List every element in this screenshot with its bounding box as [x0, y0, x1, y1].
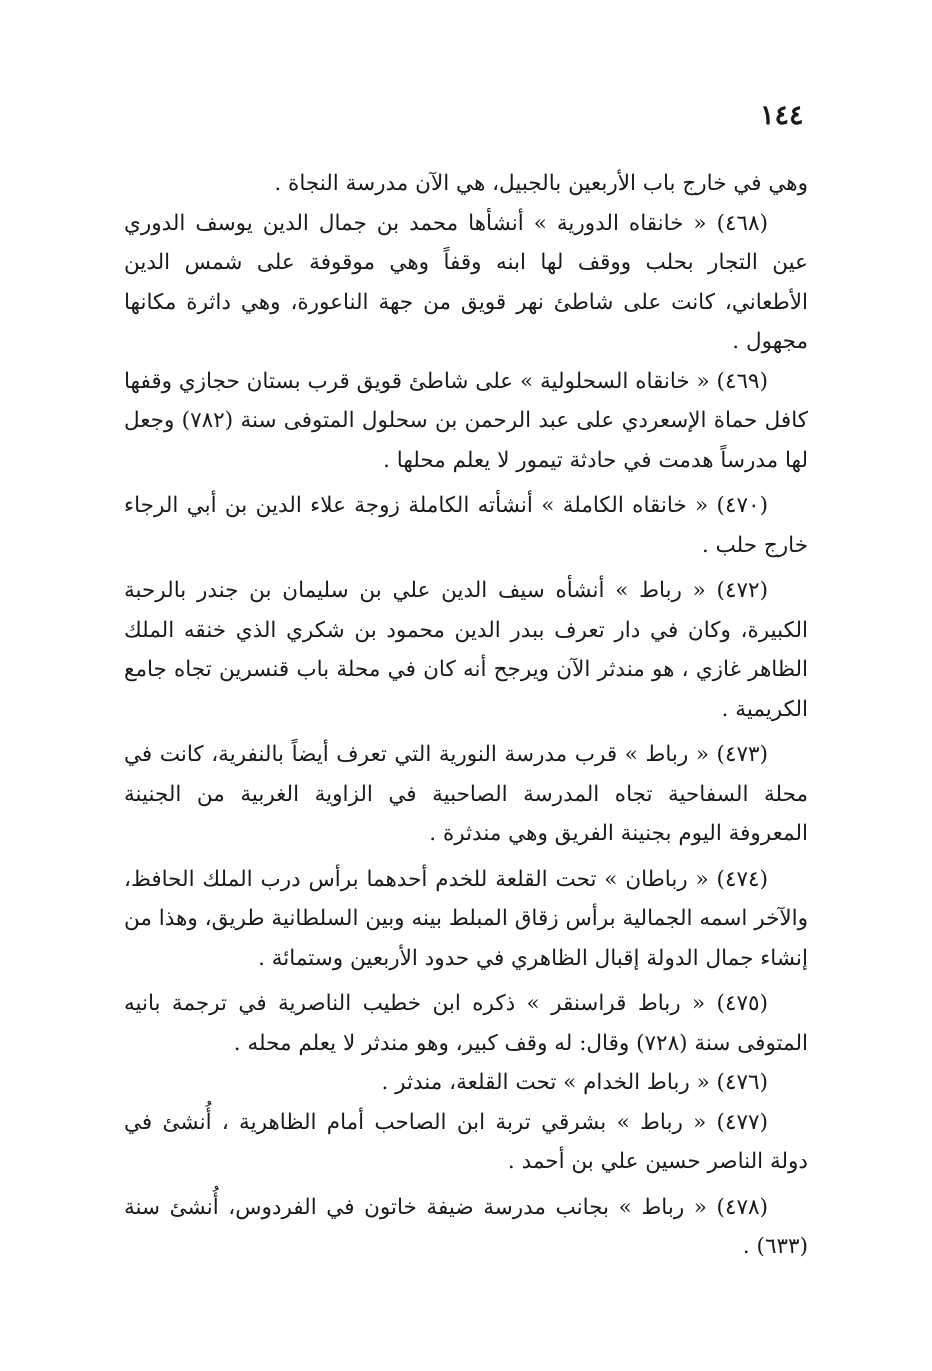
paragraph-entry-474: (٤٧٤) « رباطان » تحت القلعة للخدم أحدهما برأس درب الملك الحافظ، والآخر اسمه الجمالية برأس زقاق المبلط بينه وبين السلطانية طريق، وهذا من إنشاء جمال الدولة إقبال الظاهري في حدود الأربعين وستمائة .: [124, 866, 808, 971]
page-number: ١٤٤: [760, 100, 804, 131]
paragraph-entry-478: (٤٧٨) « رباط » بجانب مدرسة ضيفة خاتون في الفردوس، أُنشئ سنة (٦٣٣) .: [124, 1194, 808, 1259]
paragraph-entry-473: (٤٧٣) « رباط » قرب مدرسة النورية التي تعرف أيضاً بالنفرية، كانت في محلة السفاحية تجاه المدرسة الصاحبية في الزاوية الغربية من الجنينة المعروفة اليوم بجنينة الفريق وهي مندثرة .: [124, 742, 808, 846]
paragraph-continuation: وهي في خارج باب الأربعين بالجبيل، هي الآن مدرسة النجاة .: [274, 171, 808, 196]
paragraph-entry-469: (٤٦٩) « خانقاه السحلولية » على شاطئ قويق قرب بستان حجازي وقفها كافل حماة الإسعردي على عبد الرحمن بن سحلول المتوفى سنة (٧٨٢) وجعل لها مدرساً هدمت في حادثة تيمور لا يعلم محلها .: [124, 368, 808, 473]
paragraph-entry-472: (٤٧٢) « رباط » أنشأه سيف الدين علي بن سليمان بن جندر بالرحبة الكبيرة، وكان في دار تعرف ببدر الدين محمود بن شكري الذي خنقه الملك الظاهر غازي ، هو مندثر الآن ويرجح أنه كان في محلة باب قنسرين تجاه جامع الكريمية .: [124, 578, 808, 722]
paragraph-entry-470: (٤٧٠) « خانقاه الكاملة » أنشأته الكاملة زوجة علاء الدين بن أبي الرجاء خارج حلب .: [124, 493, 808, 558]
body-text: [124, 164, 808, 1267]
paragraph-entry-475: (٤٧٥) « رباط قراسنقر » ذكره ابن خطيب الناصرية في ترجمة بانيه المتوفى سنة (٧٢٨) وقال: له وقف كبير، وهو مندثر لا يعلم محله .: [124, 991, 808, 1056]
paragraph-entry-476: (٤٧٦) « رباط الخدام » تحت القلعة، مندثر .: [381, 1070, 768, 1095]
paragraph-entry-477: (٤٧٧) « رباط » بشرقي تربة ابن الصاحب أمام الظاهرية ، أُنشئ في دولة الناصر حسين علي بن أحمد .: [124, 1109, 808, 1174]
paragraph-entry-468: (٤٦٨) « خانقاه الدورية » أنشأها محمد بن جمال الدين يوسف الدوري عين التجار بحلب ووقف لها ابنه وقفاً وهي موقوفة على شمس الدين الأطعاني، كانت على شاطئ نهر قويق من جهة الناعورة، وهي داثرة مكانها مجهول .: [124, 210, 808, 354]
